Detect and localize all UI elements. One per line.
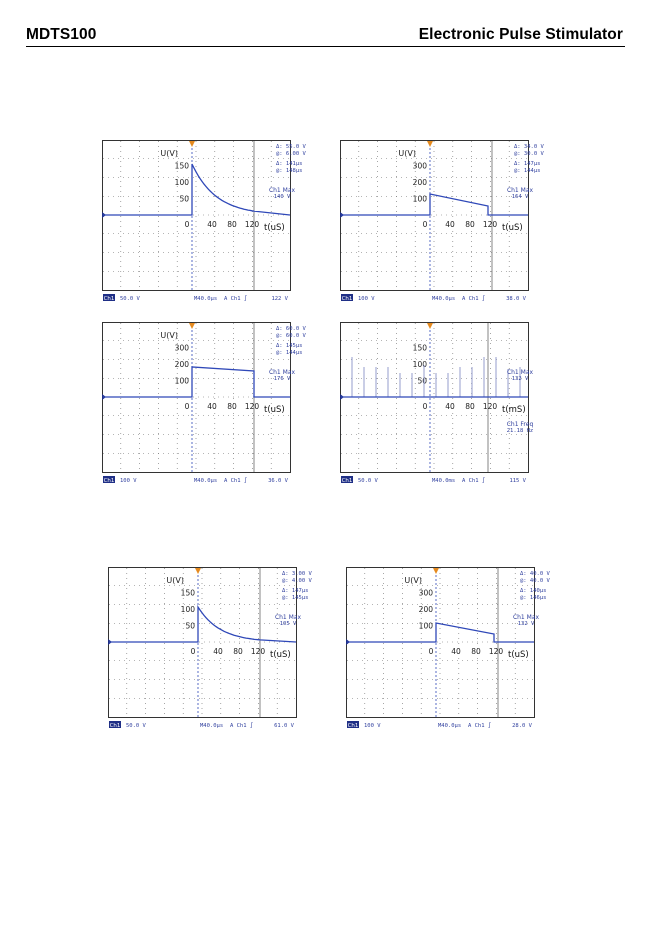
y-axis-label: U(V) bbox=[398, 149, 416, 158]
status-timebase: M40.0µs bbox=[432, 296, 456, 302]
scope-display bbox=[108, 567, 312, 730]
oscilloscope-screenshot-2 bbox=[340, 140, 544, 303]
cursor-readout: @: 30.0 V bbox=[514, 151, 544, 157]
x-axis-label: t(mS) bbox=[502, 405, 526, 415]
status-trigger: A Ch1 ∫ bbox=[462, 478, 486, 484]
measurement-name: Ch1 Max bbox=[506, 369, 534, 376]
cursor-readout: Δ: 3.00 V bbox=[282, 571, 312, 577]
cursor-readout: @: 6.00 V bbox=[276, 151, 306, 157]
status-scale: 100 V bbox=[358, 296, 375, 302]
x-tick-label: 120 bbox=[244, 402, 260, 411]
status-level: 28.0 V bbox=[512, 723, 532, 729]
measurement-value: 132 V bbox=[511, 376, 529, 382]
status-channel: Ch1 bbox=[103, 296, 115, 302]
measurement-name: Ch1 Max bbox=[268, 187, 296, 194]
oscilloscope-screenshot-6 bbox=[346, 567, 550, 730]
scope-display bbox=[346, 567, 550, 730]
y-tick-label: 100 bbox=[174, 178, 189, 187]
x-tick-label: 0 bbox=[428, 647, 434, 656]
x-tick-label: 120 bbox=[488, 647, 504, 656]
scope-display bbox=[102, 140, 306, 303]
y-axis-label: U(V) bbox=[160, 331, 178, 340]
cursor-readout: Δ: 40.0 V bbox=[520, 571, 550, 577]
x-axis-label: t(uS) bbox=[270, 650, 291, 660]
status-trigger: A Ch1 ∫ bbox=[468, 723, 492, 729]
x-tick-label: 0 bbox=[190, 647, 196, 656]
y-tick-label: 100 bbox=[180, 605, 195, 614]
x-tick-label: 80 bbox=[227, 402, 237, 411]
status-level: 122 V bbox=[271, 296, 288, 302]
cursor-readout: @: 148µs bbox=[276, 168, 303, 174]
x-tick-label: 40 bbox=[445, 220, 455, 229]
status-channel: Ch1 bbox=[109, 723, 121, 729]
cursor-readout: Δ: 147µs bbox=[282, 588, 309, 594]
cursor-readout: Δ: 60.0 V bbox=[276, 326, 306, 332]
status-timebase: M40.0µs bbox=[194, 296, 218, 302]
status-timebase: M40.0µs bbox=[194, 478, 218, 484]
oscilloscope-screenshot-3 bbox=[102, 322, 306, 485]
status-channel: Ch1 bbox=[347, 723, 359, 729]
measurement-name: Ch1 Max bbox=[268, 369, 296, 376]
x-tick-label: 80 bbox=[465, 402, 475, 411]
measurement-value: 164 V bbox=[511, 194, 529, 200]
x-tick-label: 0 bbox=[422, 402, 428, 411]
x-tick-label: 120 bbox=[244, 220, 260, 229]
y-tick-label: 300 bbox=[174, 343, 189, 353]
status-channel: Ch1 bbox=[341, 478, 353, 484]
y-tick-label: 300 bbox=[412, 161, 427, 171]
y-tick-label: 50 bbox=[179, 194, 189, 204]
measurement-value: 105 V bbox=[279, 621, 297, 627]
status-channel: Ch1 bbox=[103, 478, 115, 484]
status-scale: 50.0 V bbox=[126, 723, 146, 729]
status-scale: 50.0 V bbox=[120, 296, 140, 302]
y-tick-label: 100 bbox=[418, 621, 433, 631]
y-axis-label: U(V) bbox=[404, 576, 422, 585]
header-model: MDTS100 bbox=[26, 26, 97, 43]
status-scale: 50.0 V bbox=[358, 478, 378, 484]
measurement-name: Ch1 Max bbox=[274, 614, 302, 621]
status-timebase: M40.0µs bbox=[200, 723, 224, 729]
y-tick-label: 300 bbox=[418, 588, 433, 598]
measurement-value: 140 V bbox=[273, 194, 291, 200]
x-axis-label: t(uS) bbox=[264, 405, 285, 415]
x-tick-label: 80 bbox=[471, 647, 481, 656]
cursor-readout: Δ: 145µs bbox=[276, 343, 303, 349]
y-axis-label: U(V) bbox=[166, 576, 184, 585]
status-level: 115 V bbox=[509, 478, 526, 484]
oscilloscope-screenshot-4 bbox=[340, 322, 534, 485]
x-tick-label: 0 bbox=[422, 220, 428, 229]
header-title: Electronic Pulse Stimulator bbox=[418, 26, 623, 43]
x-axis-label: t(uS) bbox=[264, 223, 285, 233]
status-channel: Ch1 bbox=[341, 296, 353, 302]
x-tick-label: 80 bbox=[233, 647, 243, 656]
cursor-readout: Δ: 147µs bbox=[514, 161, 541, 167]
x-tick-label: 40 bbox=[451, 647, 461, 656]
y-tick-label: 100 bbox=[412, 360, 427, 369]
x-tick-label: 120 bbox=[482, 220, 498, 229]
y-tick-label: 200 bbox=[418, 605, 433, 614]
x-tick-label: 40 bbox=[213, 647, 223, 656]
status-scale: 100 V bbox=[120, 478, 137, 484]
measurement2-name: Ch1 Freq bbox=[506, 421, 534, 428]
y-tick-label: 100 bbox=[174, 376, 189, 386]
status-trigger: A Ch1 ∫ bbox=[224, 478, 248, 484]
scope-display bbox=[340, 140, 544, 303]
status-timebase: M40.0µs bbox=[438, 723, 462, 729]
y-axis-label: U(V) bbox=[160, 149, 178, 158]
cursor-readout: Δ: 141µs bbox=[276, 161, 303, 167]
header-rule bbox=[26, 46, 625, 47]
oscilloscope-screenshot-1 bbox=[102, 140, 306, 303]
status-trigger: A Ch1 ∫ bbox=[230, 723, 254, 729]
cursor-readout: @: 144µs bbox=[514, 168, 541, 174]
x-tick-label: 80 bbox=[465, 220, 475, 229]
status-scale: 100 V bbox=[364, 723, 381, 729]
x-tick-label: 0 bbox=[184, 220, 190, 229]
x-tick-label: 0 bbox=[184, 402, 190, 411]
oscilloscope-screenshot-5 bbox=[108, 567, 312, 730]
cursor-readout: @: 146µs bbox=[520, 595, 547, 601]
x-axis-label: t(uS) bbox=[502, 223, 523, 233]
y-tick-label: 150 bbox=[412, 343, 427, 353]
x-tick-label: 40 bbox=[207, 402, 217, 411]
cursor-readout: @: 40.0 V bbox=[520, 578, 550, 584]
status-timebase: M40.0ms bbox=[432, 478, 456, 484]
y-tick-label: 200 bbox=[174, 360, 189, 369]
status-level: 61.0 V bbox=[274, 723, 294, 729]
measurement2-value: 21.18 Hz bbox=[506, 428, 534, 434]
status-trigger: A Ch1 ∫ bbox=[224, 296, 248, 302]
x-tick-label: 40 bbox=[207, 220, 217, 229]
y-tick-label: 50 bbox=[417, 376, 427, 386]
scope-display bbox=[102, 322, 306, 485]
x-tick-label: 120 bbox=[250, 647, 266, 656]
measurement-value: 176 V bbox=[273, 376, 291, 382]
measurement-value: 132 V bbox=[517, 621, 535, 627]
cursor-readout: @: 144µs bbox=[276, 350, 303, 356]
scope-display bbox=[340, 322, 534, 485]
y-tick-label: 150 bbox=[174, 161, 189, 171]
x-tick-label: 40 bbox=[445, 402, 455, 411]
status-level: 38.0 V bbox=[506, 296, 526, 302]
cursor-readout: @: 145µs bbox=[282, 595, 309, 601]
cursor-readout: Δ: 55.0 V bbox=[276, 144, 306, 150]
status-trigger: A Ch1 ∫ bbox=[462, 296, 486, 302]
y-tick-label: 150 bbox=[180, 588, 195, 598]
measurement-name: Ch1 Max bbox=[512, 614, 540, 621]
cursor-readout: @: 4.00 V bbox=[282, 578, 312, 584]
cursor-readout: @: 60.0 V bbox=[276, 333, 306, 339]
measurement-name: Ch1 Max bbox=[506, 187, 534, 194]
x-axis-label: t(uS) bbox=[508, 650, 529, 660]
y-tick-label: 200 bbox=[412, 178, 427, 187]
cursor-readout: Δ: 140µs bbox=[520, 588, 547, 594]
x-tick-label: 80 bbox=[227, 220, 237, 229]
status-level: 36.0 V bbox=[268, 478, 288, 484]
x-tick-label: 120 bbox=[482, 402, 498, 411]
y-tick-label: 50 bbox=[185, 621, 195, 631]
cursor-readout: Δ: 34.0 V bbox=[514, 144, 544, 150]
y-tick-label: 100 bbox=[412, 194, 427, 204]
